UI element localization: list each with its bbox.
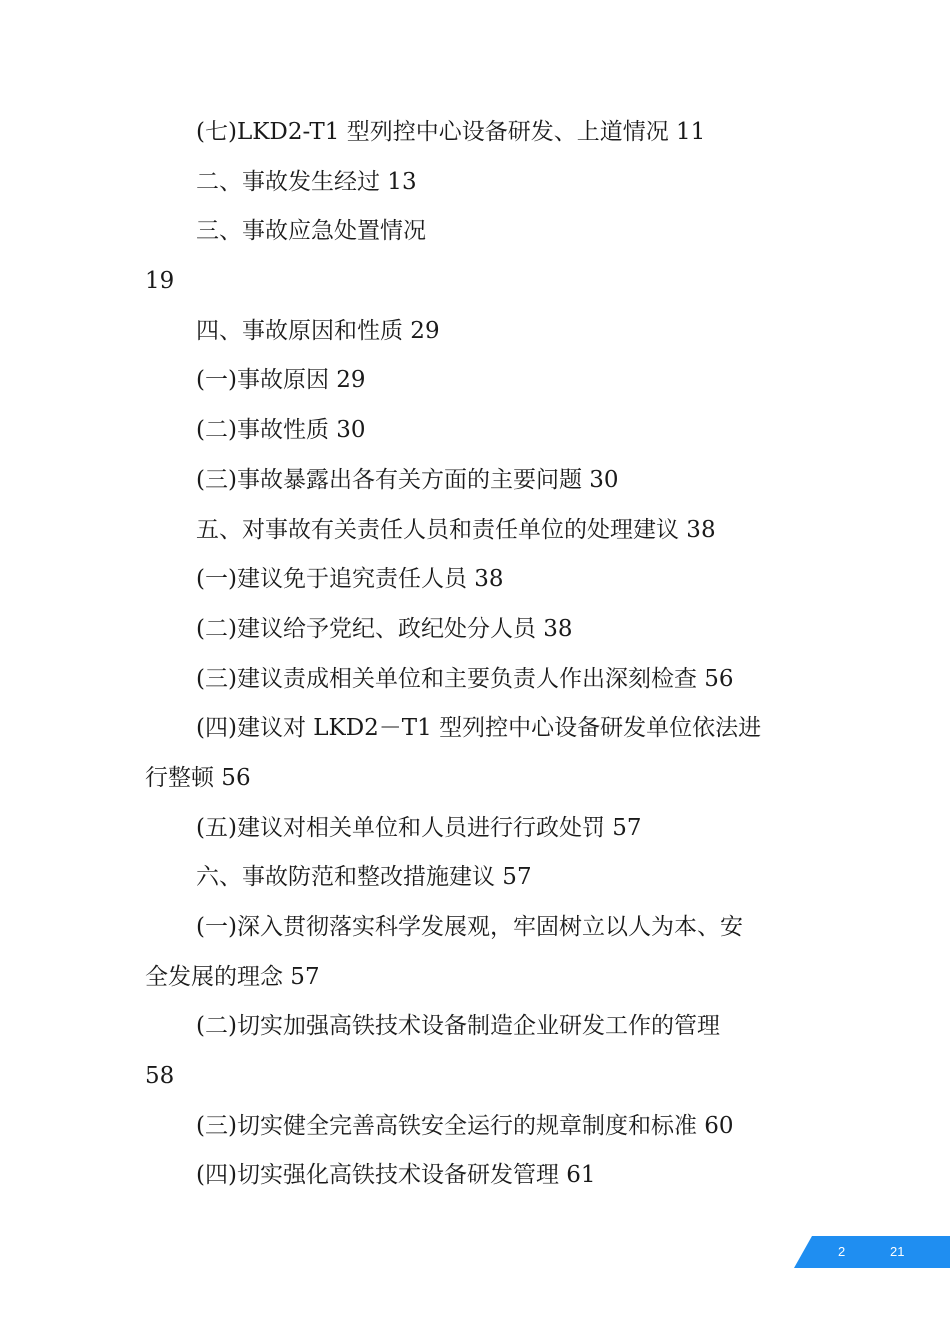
page-badge-shape: [794, 1236, 950, 1268]
toc-line: (三)切实健全完善高铁安全运行的规章制度和标准 60: [196, 1112, 734, 1139]
toc-line: 19: [145, 268, 175, 295]
toc-line: 五、对事故有关责任人员和责任单位的处理建议 38: [196, 516, 716, 543]
total-page-count: 21: [890, 1244, 905, 1259]
toc-line: (一)事故原因 29: [196, 367, 366, 394]
toc-line: (二)事故性质 30: [196, 417, 366, 444]
toc-line: 二、事故发生经过 13: [196, 168, 417, 195]
toc-line: 四、事故原因和性质 29: [196, 317, 440, 344]
toc-line: 三、事故应急处置情况: [196, 218, 426, 245]
toc-line: 六、事故防范和整改措施建议 57: [196, 864, 532, 891]
toc-line: (三)建议责成相关单位和主要负责人作出深刻检查 56: [196, 665, 734, 692]
toc-line: (二)建议给予党纪、政纪处分人员 38: [196, 615, 573, 642]
toc-line: (五)建议对相关单位和人员进行行政处罚 57: [196, 814, 642, 841]
table-of-contents: [0, 108, 950, 1201]
toc-line: (三)事故暴露出各有关方面的主要问题 30: [196, 466, 619, 493]
toc-line: (一)建议免于追究责任人员 38: [196, 566, 504, 593]
toc-line: (四)建议对 LKD2－T1 型列控中心设备研发单位依法进: [196, 715, 762, 742]
toc-line: (一)深入贯彻落实科学发展观，牢固树立以人为本、安: [196, 914, 743, 940]
toc-line: (四)切实强化高铁技术设备研发管理 61: [196, 1162, 596, 1189]
page-number-badge: [794, 1236, 950, 1268]
toc-line: 58: [145, 1063, 175, 1090]
toc-line: 行整顿 56: [145, 764, 251, 791]
current-page-number: 2: [838, 1244, 846, 1259]
toc-line: (二)切实加强高铁技术设备制造企业研发工作的管理: [196, 1013, 720, 1040]
toc-line: 全发展的理念 57: [145, 963, 320, 990]
toc-line: (七)LKD2-T1 型列控中心设备研发、上道情况 11: [196, 119, 706, 145]
